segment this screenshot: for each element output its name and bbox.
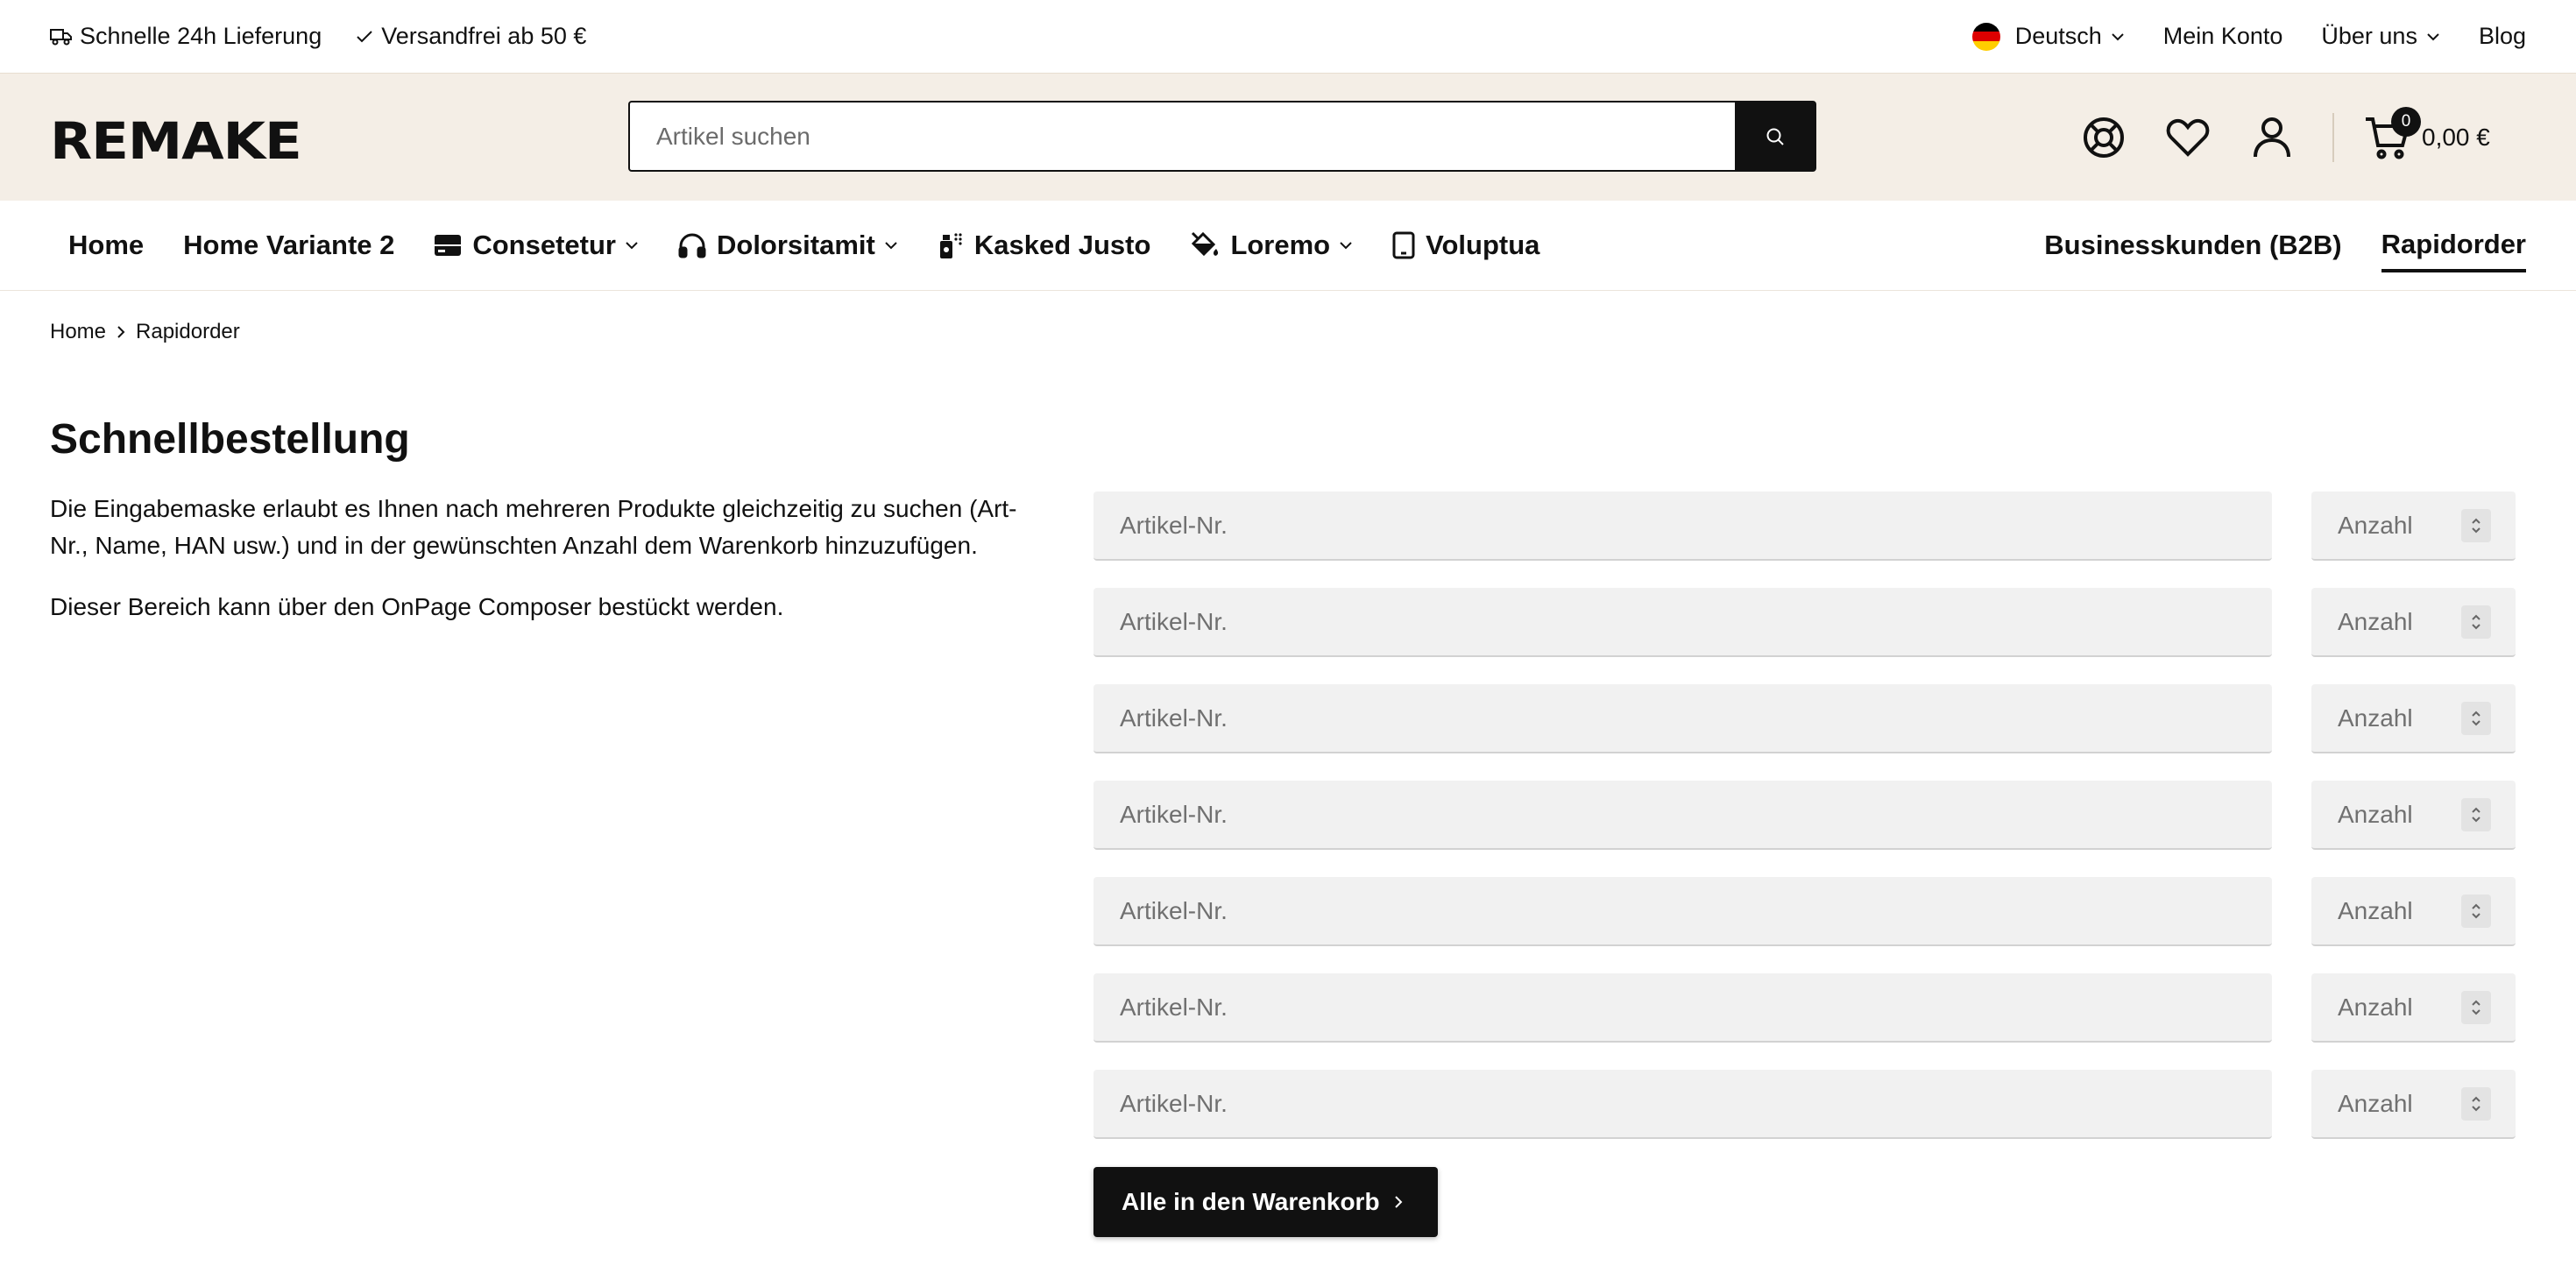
- order-row: [1093, 684, 2516, 753]
- nav-item-label: Loremo: [1230, 230, 1331, 260]
- nav-item-loremo[interactable]: [1190, 219, 1353, 272]
- usp-delivery-text: Schnelle 24h Lieferung: [80, 23, 322, 49]
- quantity-field: [2311, 781, 2516, 850]
- order-row: [1093, 973, 2516, 1043]
- blog-link[interactable]: [2479, 23, 2526, 50]
- main-navigation: [0, 201, 2576, 291]
- usp-shipping: [355, 23, 586, 50]
- german-flag-icon: [1972, 23, 2000, 51]
- chevron-up-down-icon: [2470, 516, 2482, 535]
- quantity-field: [2311, 588, 2516, 657]
- nav-item-consetetur[interactable]: [434, 219, 639, 272]
- chevron-down-icon: [1339, 241, 1353, 250]
- support-button[interactable]: [2080, 114, 2127, 161]
- quantity-stepper[interactable]: [2461, 605, 2491, 639]
- nav-item-label: Kasked Justo: [973, 230, 1151, 260]
- article-number-input[interactable]: [1093, 973, 2272, 1043]
- quantity-stepper[interactable]: [2461, 702, 2491, 735]
- language-switcher[interactable]: [1972, 23, 2125, 51]
- chevron-right-icon: [117, 325, 125, 339]
- cart-button[interactable]: [2364, 112, 2490, 159]
- breadcrumb: [50, 320, 240, 344]
- nav-item-home[interactable]: [68, 219, 144, 272]
- nav-item-dolorsitamit[interactable]: [678, 219, 898, 272]
- logo[interactable]: REMAKE: [50, 111, 301, 171]
- chevron-up-down-icon: [2470, 709, 2482, 728]
- order-row: [1093, 1070, 2516, 1139]
- check-icon: [355, 28, 374, 46]
- cart-count-badge: 0: [2391, 107, 2421, 137]
- chevron-down-icon: [625, 241, 639, 250]
- quantity-stepper[interactable]: [2461, 1087, 2491, 1121]
- quantity-input[interactable]: [2338, 1090, 2452, 1118]
- article-number-input[interactable]: [1093, 781, 2272, 850]
- chevron-down-icon: [2426, 32, 2440, 41]
- chevron-right-icon: [1394, 1195, 1403, 1209]
- quantity-input[interactable]: [2338, 512, 2452, 540]
- nav-item-voluptua[interactable]: [1392, 219, 1539, 272]
- description-paragraph: Die Eingabemaske erlaubt es Ihnen nach mehreren Produkte gleichzeitig zu suchen (Art-Nr., Name, HAN usw.) und in der gewünschten Anzahl dem Warenkorb hinzuzufügen.: [50, 495, 1017, 559]
- quantity-stepper[interactable]: [2461, 991, 2491, 1024]
- order-row: [1093, 781, 2516, 850]
- article-number-input[interactable]: [1093, 1070, 2272, 1139]
- quantity-stepper[interactable]: [2461, 895, 2491, 928]
- article-number-input[interactable]: [1093, 588, 2272, 657]
- server-icon: [434, 233, 462, 258]
- cart-total: 0,00 €: [2422, 124, 2490, 151]
- usp-delivery: [50, 23, 322, 50]
- chevron-up-down-icon: [2470, 1094, 2482, 1114]
- usp-shipping-text: Versandfrei ab 50 €: [381, 23, 587, 49]
- quantity-input[interactable]: [2338, 994, 2452, 1022]
- my-account-link[interactable]: [2163, 23, 2283, 50]
- nav-item-label: Home Variante 2: [183, 230, 395, 260]
- order-row: [1093, 491, 2516, 561]
- order-row: [1093, 877, 2516, 946]
- add-all-to-cart-label: Alle in den Warenkorb: [1122, 1188, 1380, 1215]
- heart-icon: [2166, 117, 2210, 158]
- tablet-icon: [1392, 231, 1415, 259]
- my-account-label: Mein Konto: [2162, 23, 2283, 49]
- chevron-up-down-icon: [2470, 902, 2482, 921]
- nav-item-label: Rapidorder: [2381, 229, 2526, 259]
- header-divider: [2332, 113, 2334, 162]
- quantity-input[interactable]: [2338, 897, 2452, 925]
- quantity-stepper[interactable]: [2461, 798, 2491, 831]
- truck-icon: [50, 27, 73, 46]
- description: [50, 491, 1031, 650]
- chevron-up-down-icon: [2470, 612, 2482, 632]
- about-label: Über uns: [2321, 23, 2417, 49]
- quantity-input[interactable]: [2338, 608, 2452, 636]
- nav-item-b2b[interactable]: [2044, 219, 2341, 272]
- nav-item-label: Home: [68, 230, 145, 260]
- quantity-field: [2311, 684, 2516, 753]
- quantity-stepper[interactable]: [2461, 509, 2491, 542]
- search-input[interactable]: [630, 103, 1735, 170]
- breadcrumb-home[interactable]: Home: [50, 320, 107, 343]
- nav-item-label: Dolorsitamit: [717, 230, 875, 260]
- quantity-field: [2311, 491, 2516, 561]
- about-menu[interactable]: [2321, 23, 2440, 50]
- user-icon: [2253, 117, 2291, 159]
- wishlist-button[interactable]: [2164, 114, 2212, 161]
- description-paragraph: Dieser Bereich kann über den OnPage Composer bestückt werden.: [50, 593, 784, 620]
- chevron-up-down-icon: [2470, 805, 2482, 824]
- header: [0, 73, 2576, 201]
- paint-bucket-icon: [1190, 231, 1220, 259]
- article-number-input[interactable]: [1093, 877, 2272, 946]
- nav-item-label: Businesskunden (B2B): [2044, 230, 2342, 260]
- nav-item-label: Voluptua: [1426, 230, 1540, 260]
- quantity-field: [2311, 1070, 2516, 1139]
- support-icon: [2082, 116, 2126, 159]
- search-icon: [1766, 127, 1785, 146]
- chevron-down-icon: [884, 241, 898, 250]
- quantity-field: [2311, 877, 2516, 946]
- spray-icon: [938, 231, 964, 259]
- article-number-input[interactable]: [1093, 491, 2272, 561]
- quantity-field: [2311, 973, 2516, 1043]
- breadcrumb-current: Rapidorder: [136, 320, 240, 343]
- search-button[interactable]: [1735, 103, 1815, 170]
- chevron-up-down-icon: [2470, 998, 2482, 1017]
- article-number-input[interactable]: [1093, 684, 2272, 753]
- headphones-icon: [678, 232, 706, 258]
- language-label: Deutsch: [2014, 23, 2102, 49]
- quick-order-form: [1093, 491, 2516, 1166]
- add-all-to-cart-button[interactable]: [1093, 1167, 1438, 1237]
- top-bar: [0, 0, 2576, 73]
- nav-item-home-variante-2[interactable]: [183, 219, 394, 272]
- chevron-down-icon: [2111, 32, 2125, 41]
- nav-item-label: Consetetur: [472, 230, 616, 260]
- quantity-input[interactable]: [2338, 704, 2452, 732]
- nav-item-rapidorder[interactable]: [2381, 218, 2526, 272]
- search-bar: [628, 101, 1816, 172]
- nav-item-kasked-justo[interactable]: [938, 219, 1151, 272]
- blog-label: Blog: [2478, 23, 2526, 49]
- quantity-input[interactable]: [2338, 801, 2452, 829]
- page-title: Schnellbestellung: [50, 416, 410, 463]
- account-button[interactable]: [2248, 114, 2296, 161]
- order-row: [1093, 588, 2516, 657]
